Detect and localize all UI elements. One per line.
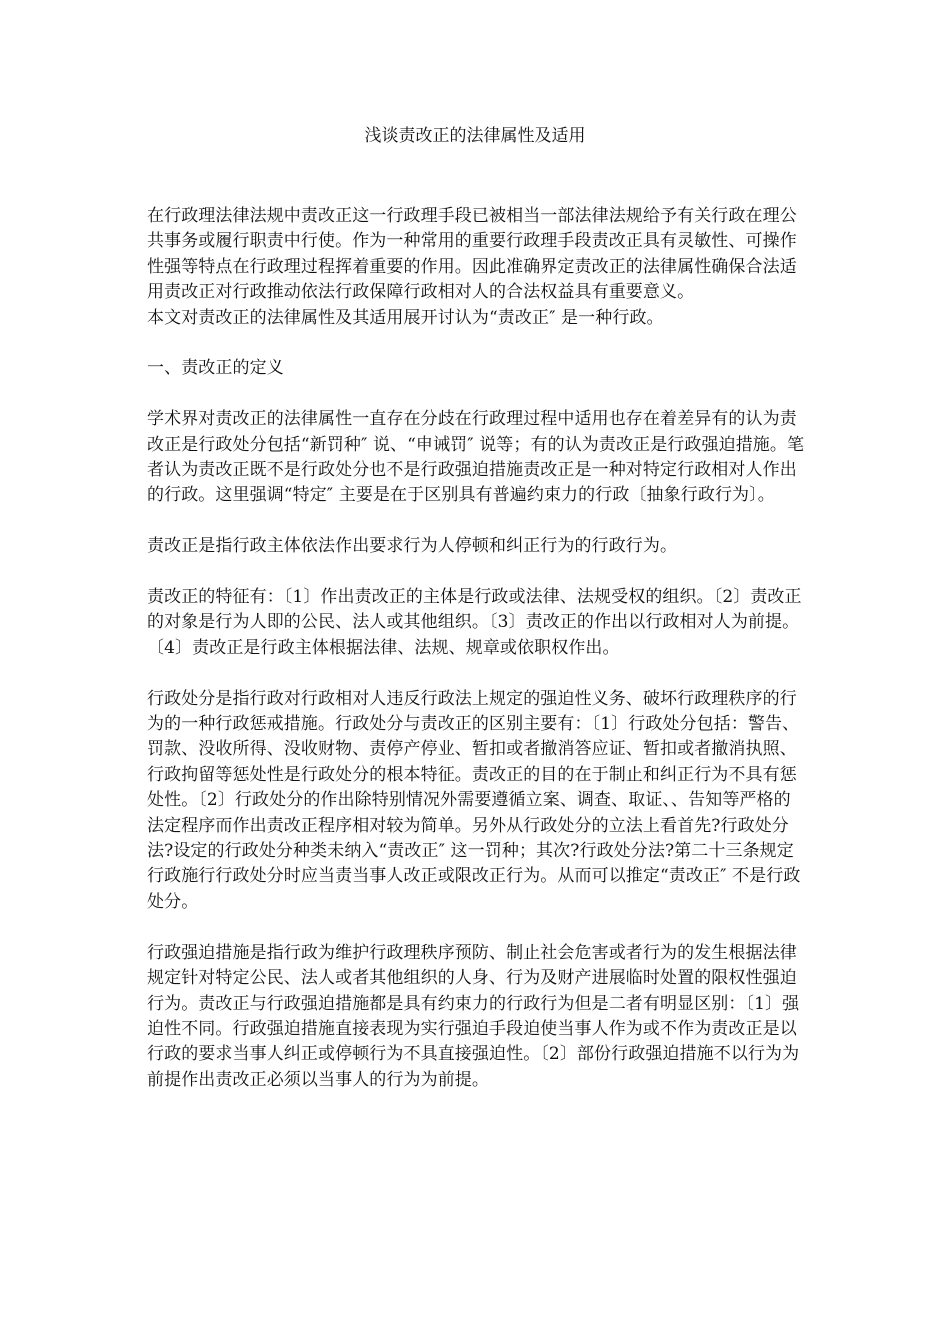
document-body bbox=[147, 204, 807, 1093]
section-heading-definition: 一、责改正的定义 bbox=[147, 358, 284, 379]
paragraph-definition: 责改正是指行政主体依法作出要求行为人停顿和纠正行为的行政行为。 bbox=[147, 536, 678, 557]
document-title: 浅谈责改正的法律属性及适用 bbox=[364, 126, 586, 146]
paragraph-administrative-penalty: 行政处分是指行政对行政相对人违反行政法上规定的强迫性义务、破坏行政理秩序的行为的一种行政惩戒措施。行政处分与责改正的区别主要有：〔1〕行政处分包括：警告、罚款、没收所得、没收财物、责停产停业、暂扣或者撤消答应证、暂扣或者撤消执照、行政拘留等惩处性是行政处分的根本特征。责改正的目的在于制止和纠正行为不具有惩处性。〔2〕行政处分的作出除特别情况外需要遵循立案、调查、取证、、告知等严格的法定程序而作出责改正程序相对较为简单。另外从行政处分的立法上看首先?行政处分法?设定的行政处分种类未纳入“责改正″ 这一罚种；其次?行政处分法?第二十三条规定行政施行行政处分时应当责当事人改正或限改正行为。从而可以推定“责改正″ 不是行政处分。 bbox=[147, 688, 801, 912]
paragraph-academic-views: 学术界对责改正的法律属性一直存在分歧在行政理过程中适用也存在着差异有的认为责改正是行政处分包括“新罚种″ 说、“申诫罚″ 说等；有的认为责改正是行政强迫措施。笔者认为责改正既不是行政处分也不是行政强迫措施责改正是一种对特定行政相对人作出的行政。这里强调“特定″ 主要是在于区别具有普遍约束力的行政〔抽象行政行为〕。 bbox=[147, 409, 805, 506]
paragraph-coercive-measures: 行政强迫措施是指行政为维护行政理秩序预防、制止社会危害或者行为的发生根据法律规定针对特定公民、法人或者其他组织的人身、行为及财产进展临时处置的限权性强迫行为。责改正与行政强迫措施都是具有约束力的行政行为但是二者有明显区别：〔1〕强迫性不同。行政强迫措施直接表现为实行强迫手段迫使当事人作为或不作为责改正是以行政的要求当事人纠正或停顿行为不具直接强迫性。〔2〕部份行政强迫措施不以行为为前提作出责改正必须以当事人的行为为前提。 bbox=[147, 942, 800, 1090]
paragraph-thesis: 本文对责改正的法律属性及其适用展开讨认为“责改正″ 是一种行政。 bbox=[147, 307, 664, 328]
paragraph-characteristics: 责改正的特征有：〔1〕作出责改正的主体是行政或法律、法规受权的组织。〔2〕责改正的对象是行为人即的公民、法人或其他组织。〔3〕责改正的作出以行政相对人为前提。〔4〕责改正是行政主体根据法律、法规、规章或依职权作出。 bbox=[147, 587, 802, 658]
paragraph-intro: 在行政理法律法规中责改正这一行政理手段已被相当一部法律法规给予有关行政在理公共事务或履行职责中行使。作为一种常用的重要行政理手段责改正具有灵敏性、可操作性强等特点在行政理过程挥着重要的作用。因此准确界定责改正的法律属性确保合法适用责改正对行政推动依法行政保障行政相对人的合法权益具有重要意义。 bbox=[147, 206, 797, 303]
